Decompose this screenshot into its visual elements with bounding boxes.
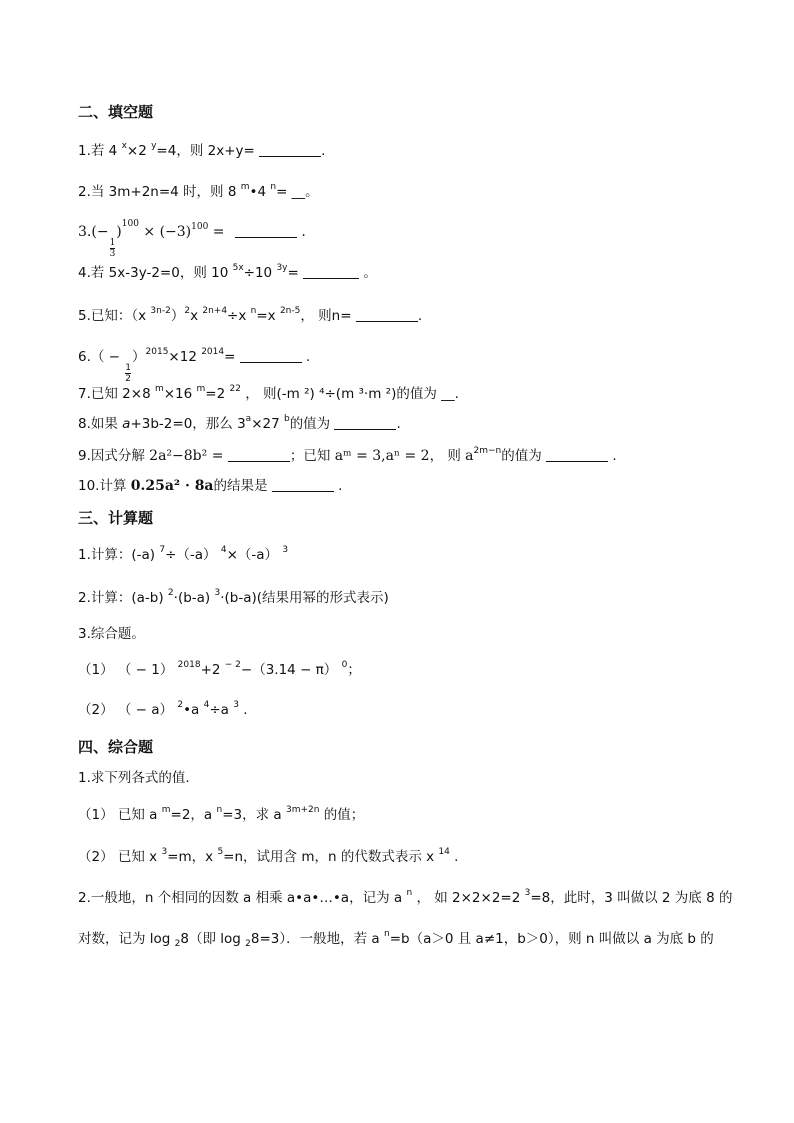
- question-2-8: 8.如果 a+3b-2=0，那么 $3^a\times 27$ $^b$的值为 .: [78, 414, 401, 432]
- question-2-4: 4.若 5x-3y-2=0，则 10 $^{5x}$÷10 $^{3y}$= 。: [78, 263, 377, 281]
- question-3-1: 1.计算：(-a) $^7$÷（-a） $^4$×（-a） $^3$: [78, 545, 289, 563]
- question-3-2: 2.计算：(a-b) $^2$·(b-a) $^3$·(b-a)(结果用幂的形式表示): [78, 588, 389, 606]
- question-3-3-part-2: （2） （ − a） $^2$•a $^4$÷a $^3$ .: [78, 700, 248, 718]
- answer-blank[interactable]: [272, 477, 334, 492]
- question-4-2-line-2: 对数，记为 log $_2$8（即 log $_2$8=3）．一般地，若 a $^n$=b（a＞0 且 a≠1，b＞0），则 n 叫做以 a 为底 b 的: [78, 929, 714, 949]
- answer-blank[interactable]: [303, 264, 359, 279]
- question-4-2-line-1: 2.一般地，n 个相同的因数 a 相乘 a•a•…•a，记为 a $^n$ ， 如 2×2×2=2 $^3$=8，此时，3 叫做以 2 为底 8 的: [78, 888, 733, 906]
- answer-blank[interactable]: [334, 415, 396, 430]
- question-3-3: 3.综合题。: [78, 626, 145, 642]
- section-title-fill-in: 二、填空题: [78, 103, 154, 121]
- question-2-1: 1.若 4 $^x$×2 $^y$=4，则 2x+y= .: [78, 141, 326, 159]
- question-4-1-part-1: （1） 已知 a $^m$=2，a $^n$=3，求 a $^{3m+2n}$ 的值；: [78, 805, 365, 823]
- answer-blank[interactable]: [228, 447, 290, 462]
- fraction-one-third: $\frac{1}{3}$: [109, 238, 116, 259]
- section-title-calculation: 三、计算题: [78, 509, 154, 527]
- question-2-5: 5.已知：（x $^{3n-2}$）$^2$x $^{2n+4}$÷x $^n$=x $^{2n-5}$， 则n= .: [78, 306, 423, 324]
- question-2-9: 9.因式分解 2a²−8b² = ；已知 aᵐ = 3,aⁿ = 2， 则 $a^{2m-n}$的值为 .: [78, 446, 617, 464]
- answer-blank[interactable]: [546, 447, 608, 462]
- question-2-2: 2.当 3m+2n=4 时，则 8 $^m$•4 $^n$= __。: [78, 182, 319, 200]
- question-3-3-part-1: （1） （ − 1） $^{2018}$+2 $^{- 2}$−（3.14 − π） $^0$；: [78, 660, 361, 678]
- answer-blank[interactable]: [240, 348, 302, 363]
- question-2-7: 7.已知 2×8 $^m$×16 $^m$=2 $^{22}$ ， 则(-m ²) ⁴÷(m ³·m ²)的值为 __.: [78, 384, 459, 402]
- question-4-1: 1.求下列各式的值.: [78, 770, 190, 786]
- answer-blank[interactable]: [259, 142, 321, 157]
- question-2-6: 6.（ − $\frac{1}{2}$ ）$^{2015}$×12 $^{2014}$= .: [78, 347, 311, 384]
- answer-blank[interactable]: [356, 307, 418, 322]
- fraction-one-half: $\frac{1}{2}$: [125, 363, 132, 384]
- question-4-1-part-2: （2） 已知 x $^3$=m，x $^5$=n，试用含 m，n 的代数式表示 x $^{14}$ .: [78, 847, 459, 865]
- question-2-10: 10.计算 0.25a² · 8a的结果是 .: [78, 478, 343, 494]
- answer-blank[interactable]: [235, 223, 297, 238]
- question-2-3: 3.(− $\frac{1}{3}$ )$^{100} \times (-3)^{100}$ = .: [78, 219, 306, 259]
- section-title-comprehensive: 四、综合题: [78, 738, 154, 756]
